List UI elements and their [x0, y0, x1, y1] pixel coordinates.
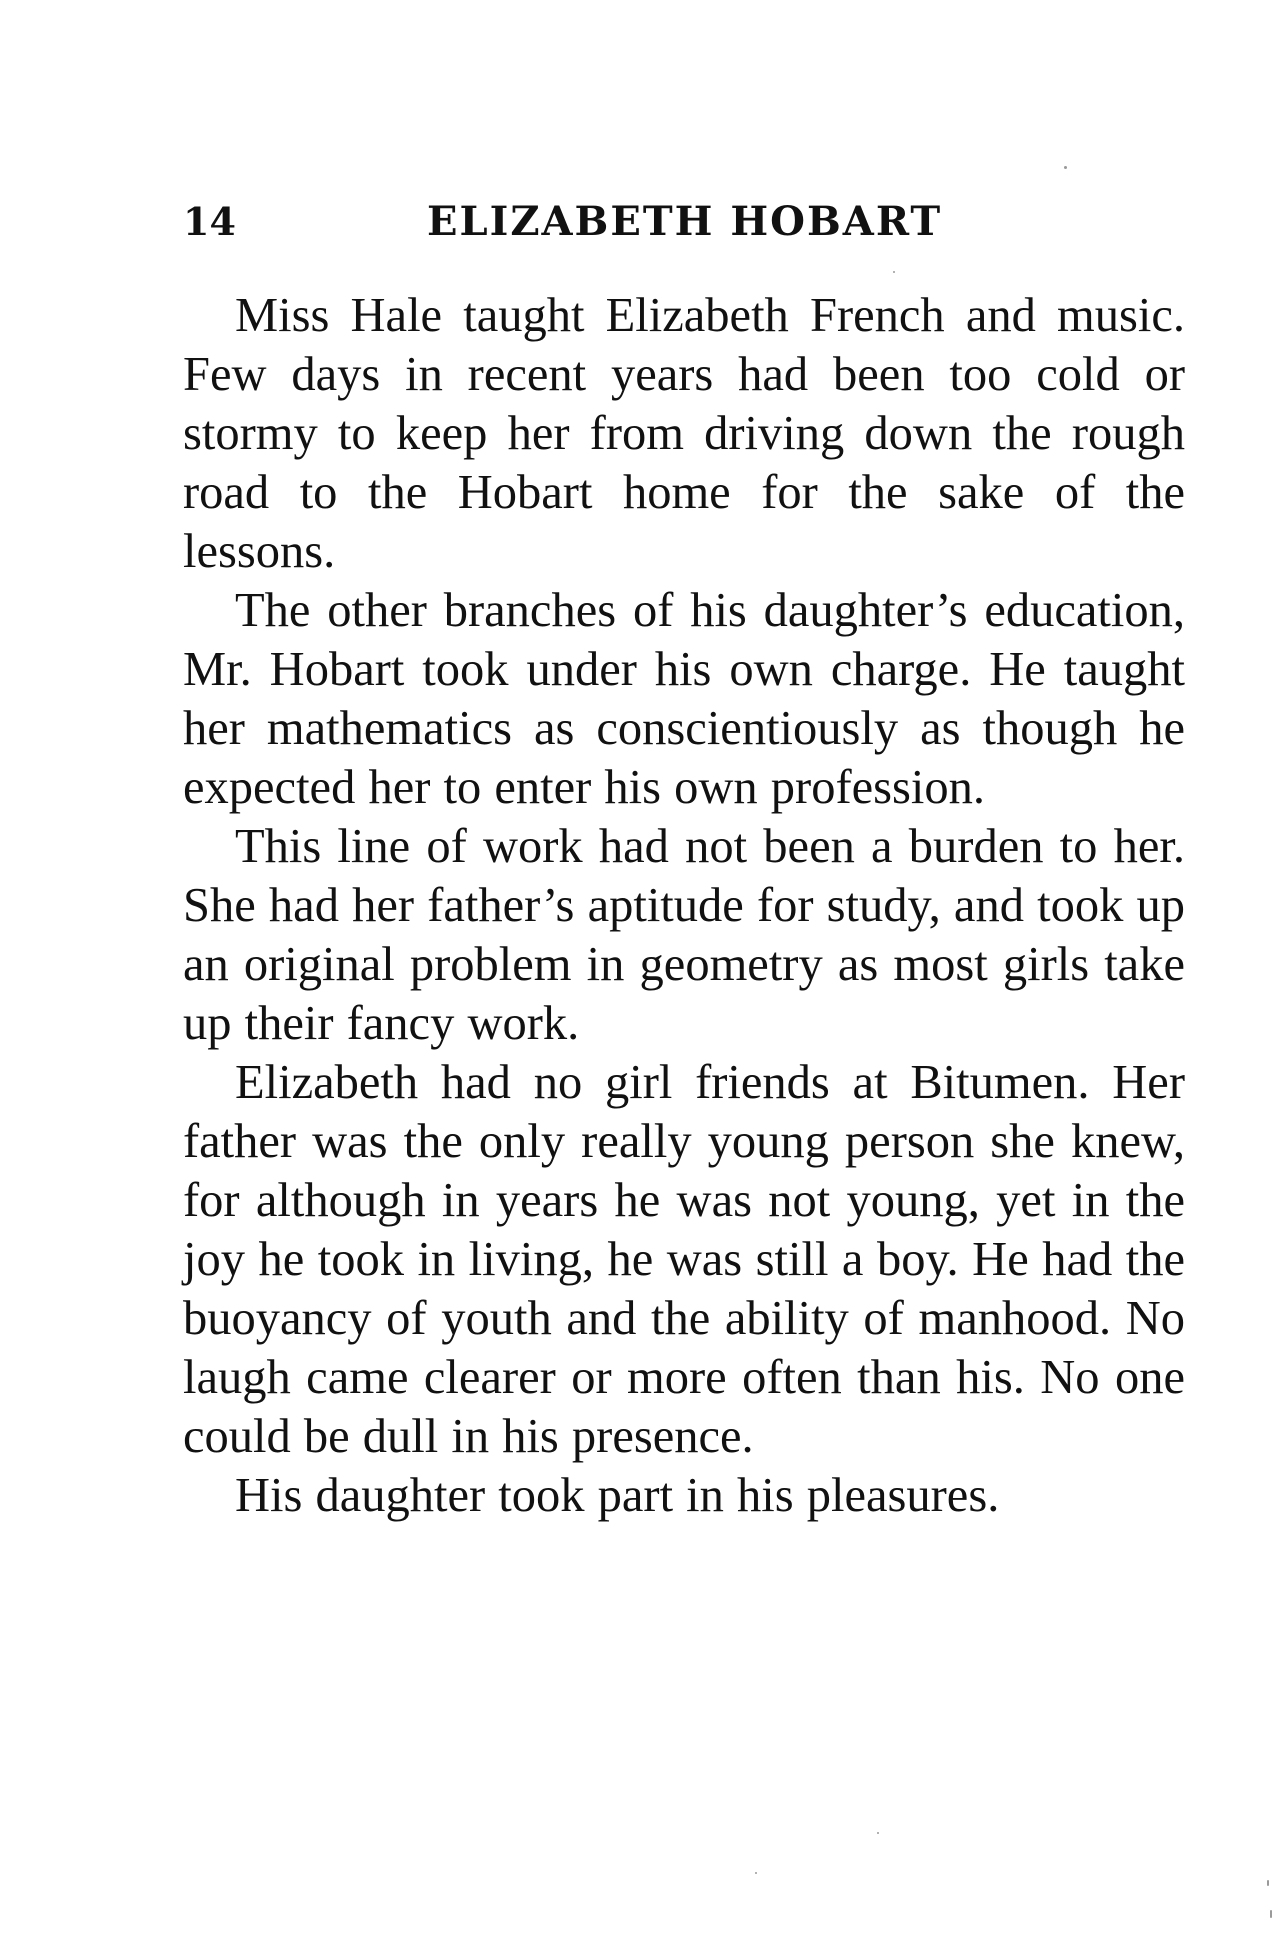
scan-speck [1270, 1910, 1272, 1918]
paragraph-5: His daughter took part in his pleasures. [235, 1469, 1000, 1522]
page-number: 14 [183, 199, 236, 244]
running-head [183, 198, 1183, 246]
scan-speck [1267, 1880, 1269, 1886]
paragraph-2: The other branches of his daughter’s education, Mr. Hobart took under his own charge. He taught her mathematics as conscientiously as though he expected her to enter his own profession. [183, 584, 1185, 814]
scan-speck [877, 1832, 879, 1834]
scan-speck [755, 1872, 757, 1874]
body-text [183, 286, 1185, 1525]
running-title: ELIZABETH HOBART [427, 198, 943, 245]
scan-speck [1064, 166, 1067, 169]
scan-speck [893, 271, 895, 273]
paragraph-3: This line of work had not been a burden to her. She had her father’s aptitude for study, and took up an original problem in geometry as most girls take up their fancy work. [183, 820, 1185, 1050]
paragraph-4: Elizabeth had no girl friends at Bitumen. Her father was the only really young person she knew, for although in years he was not young, yet in the joy he took in living, he was still a boy. He had the buoyancy of youth and the ability of manhood. No laugh came clearer or more often than his. No one could be dull in his presence. [183, 1056, 1185, 1463]
paragraph-1: Miss Hale taught Elizabeth French and music. Few days in recent years had been too cold or stormy to keep her from driving down the rough road to the Hobart home for the sake of the lessons. [183, 289, 1185, 578]
